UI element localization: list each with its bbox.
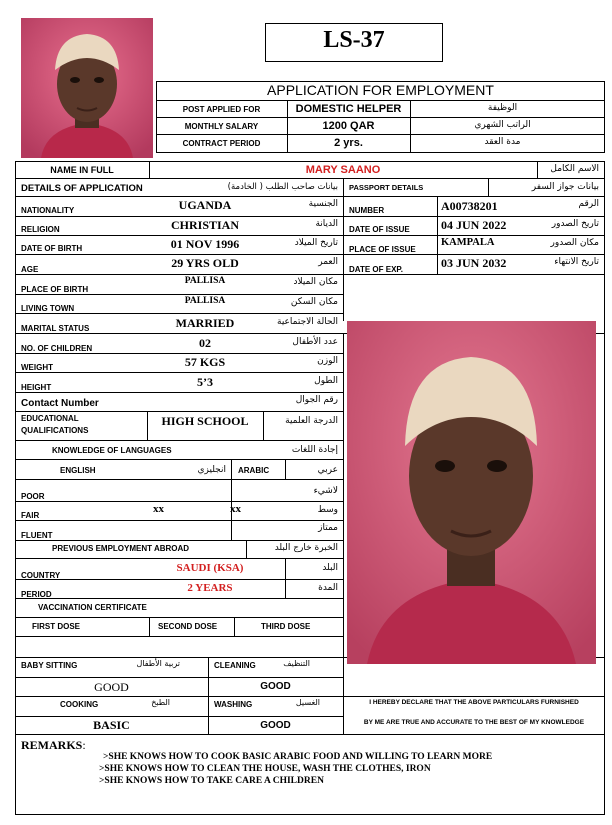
baby-sitting-ar: تربية الأطفال (136, 659, 180, 668)
country-ar: البلد (322, 563, 338, 573)
pob-value: PALLISA (184, 276, 226, 286)
marital-ar: الحالة الاجتماعية (277, 317, 338, 327)
contact-ar: رقم الجوال (295, 395, 338, 405)
declaration-line-1: I HEREBY DECLARE THAT THE ABOVE PARTICULARS FURNISHED (369, 699, 579, 706)
baby-sitting-label: BABY SITTING (21, 661, 78, 670)
education-value: HIGH SCHOOL (161, 414, 249, 428)
country-label: COUNTRY (21, 571, 61, 580)
children-ar: عدد الأطفال (292, 337, 338, 347)
baby-sitting-value: GOOD (94, 680, 129, 694)
details-ar: بيانات صاحب الطلب ( الخادمة) (227, 182, 338, 192)
pob-ar: مكان الميلاد (293, 277, 338, 287)
third-dose-label: THIRD DOSE (261, 622, 311, 631)
passport-poi-value: KAMPALA (441, 237, 495, 248)
remark-3: >SHE KNOWS HOW TO TAKE CARE A CHILDREN (99, 776, 324, 786)
passport-ar: بيانات جواز السفر (531, 182, 599, 192)
period-label: PERIOD (21, 590, 52, 599)
age-ar: العمر (318, 257, 338, 267)
contract-period-value: 2 yrs. (334, 137, 363, 149)
religion-label: RELIGION (21, 225, 60, 234)
first-dose-label: FIRST DOSE (32, 622, 81, 631)
english-label: ENGLISH (60, 466, 96, 475)
height-value: 5’3 (197, 375, 213, 389)
passport-exp-label: DATE OF EXP. (349, 265, 403, 274)
languages-ar: إجادة اللغات (291, 445, 338, 455)
lang-fluent-ar: ممتاز (318, 523, 338, 533)
living-town-label: LIVING TOWN (21, 304, 75, 313)
passport-doi-label: DATE OF ISSUE (349, 225, 410, 234)
lang-fluent-label: FLUENT (21, 531, 53, 540)
marital-value: MARRIED (175, 316, 235, 330)
education-ar: الدرجة العلمية (285, 416, 338, 426)
details-label: DETAILS OF APPLICATION (21, 183, 143, 194)
marital-label: MARITAL STATUS (21, 324, 90, 333)
lang-fair-english: xx (153, 503, 164, 515)
application-title: APPLICATION FOR EMPLOYMENT (267, 82, 494, 98)
passport-poi-label: PLACE OF ISSUE (349, 245, 416, 254)
living-town-ar: مكان السكن (290, 297, 338, 307)
cooking-ar: الطبخ (151, 698, 170, 707)
languages-label: KNOWLEDGE OF LANGUAGES (52, 446, 172, 455)
applicant-photo-small (21, 18, 153, 158)
washing-label: WASHING (214, 700, 253, 709)
lang-fair-arabic: xx (230, 503, 241, 515)
lang-fair-ar: وسط (317, 505, 338, 515)
passport-label: PASSPORT DETAILS (349, 183, 424, 192)
age-label: AGE (21, 265, 39, 274)
period-ar: المدة (318, 583, 338, 593)
cleaning-ar: التنظيف (283, 659, 310, 668)
passport-exp-value: 03 JUN 2032 (441, 256, 507, 270)
post-applied-value: DOMESTIC HELPER (295, 103, 402, 115)
reference-code: LS-37 (323, 27, 385, 53)
lang-fair-label: FAIR (21, 511, 40, 520)
weight-value: 57 KGS (184, 355, 226, 369)
cleaning-label: CLEANING (214, 661, 256, 670)
education-label-1: EDUCATIONAL (21, 414, 79, 423)
religion-ar: الديانة (315, 219, 338, 229)
dob-label: DATE OF BIRTH (21, 244, 83, 253)
religion-value: CHRISTIAN (170, 218, 239, 232)
cooking-label: COOKING (60, 700, 99, 709)
weight-ar: الوزن (317, 356, 338, 366)
contract-period-label: CONTRACT PERIOD (182, 139, 261, 148)
period-value: 2 YEARS (187, 582, 233, 594)
name-value: MARY SAANO (305, 164, 381, 176)
passport-exp-ar: تاريخ الانتهاء (554, 257, 599, 267)
passport-doi-ar: تاريخ الصدور (551, 219, 599, 229)
education-label-2: QUALIFICATIONS (21, 426, 89, 435)
remark-1: >SHE KNOWS HOW TO COOK BASIC ARABIC FOOD AND WILLING TO LEARN MORE (103, 752, 493, 762)
cooking-value: BASIC (93, 718, 130, 732)
washing-ar: الغسيل (295, 698, 320, 707)
age-value: 29 YRS OLD (171, 256, 239, 270)
weight-label: WEIGHT (21, 363, 53, 372)
lang-poor-ar: لاشيء (313, 486, 338, 496)
passport-number-ar: الرقم (578, 199, 599, 209)
remark-2: >SHE KNOWS HOW TO CLEAN THE HOUSE, WASH THE CLOTHES, IRON (99, 764, 431, 774)
declaration-line-2: BY ME ARE TRUE AND ACCURATE TO THE BEST OF MY KNOWLEDGE (363, 719, 585, 726)
second-dose-label: SECOND DOSE (158, 622, 218, 631)
nationality-label: NATIONALITY (21, 206, 75, 215)
contract-period-ar: مدة العقد (484, 137, 521, 147)
previous-employment-ar: الخبرة خارج البلد (274, 543, 338, 553)
post-applied-ar: الوظيفة (487, 103, 518, 113)
monthly-salary-label: MONTHLY SALARY (184, 122, 259, 131)
monthly-salary-ar: الراتب الشهري (474, 120, 531, 130)
passport-doi-value: 04 JUN 2022 (441, 218, 507, 232)
english-ar: انجليزي (197, 465, 226, 475)
dob-ar: تاريخ الميلاد (294, 238, 338, 248)
living-town-value: PALLISA (184, 296, 226, 306)
country-value: SAUDI (KSA) (176, 562, 244, 574)
passport-poi-ar: مكان الصدور (550, 238, 599, 248)
remarks-label-text: REMARKS (21, 738, 83, 752)
lang-poor-label: POOR (21, 492, 45, 501)
cleaning-value: GOOD (260, 681, 291, 692)
arabic-label: ARABIC (238, 466, 270, 475)
washing-value: GOOD (260, 720, 291, 731)
name-ar: الاسم الكامل (550, 164, 599, 174)
arabic-ar: عربي (317, 465, 338, 475)
children-value: 02 (199, 336, 211, 350)
height-label: HEIGHT (21, 383, 52, 392)
monthly-salary-value: 1200 QAR (322, 120, 375, 132)
vaccination-label: VACCINATION CERTIFICATE (38, 603, 147, 612)
nationality-value: UGANDA (178, 198, 232, 212)
passport-number-label: NUMBER (349, 206, 385, 215)
previous-employment-label: PREVIOUS EMPLOYMENT ABROAD (52, 544, 190, 553)
remarks-label: REMARKS: (21, 738, 86, 752)
name-label: NAME IN FULL (50, 165, 114, 175)
dob-value: 01 NOV 1996 (170, 237, 240, 251)
post-applied-label: POST APPLIED FOR (182, 105, 261, 114)
contact-label: Contact Number (21, 398, 99, 409)
children-label: NO. OF CHILDREN (21, 344, 93, 353)
applicant-photo-large (347, 321, 596, 664)
height-ar: الطول (314, 376, 338, 386)
nationality-ar: الجنسية (308, 199, 338, 209)
pob-label: PLACE OF BIRTH (21, 285, 89, 294)
passport-number-value: A00738201 (441, 199, 498, 213)
